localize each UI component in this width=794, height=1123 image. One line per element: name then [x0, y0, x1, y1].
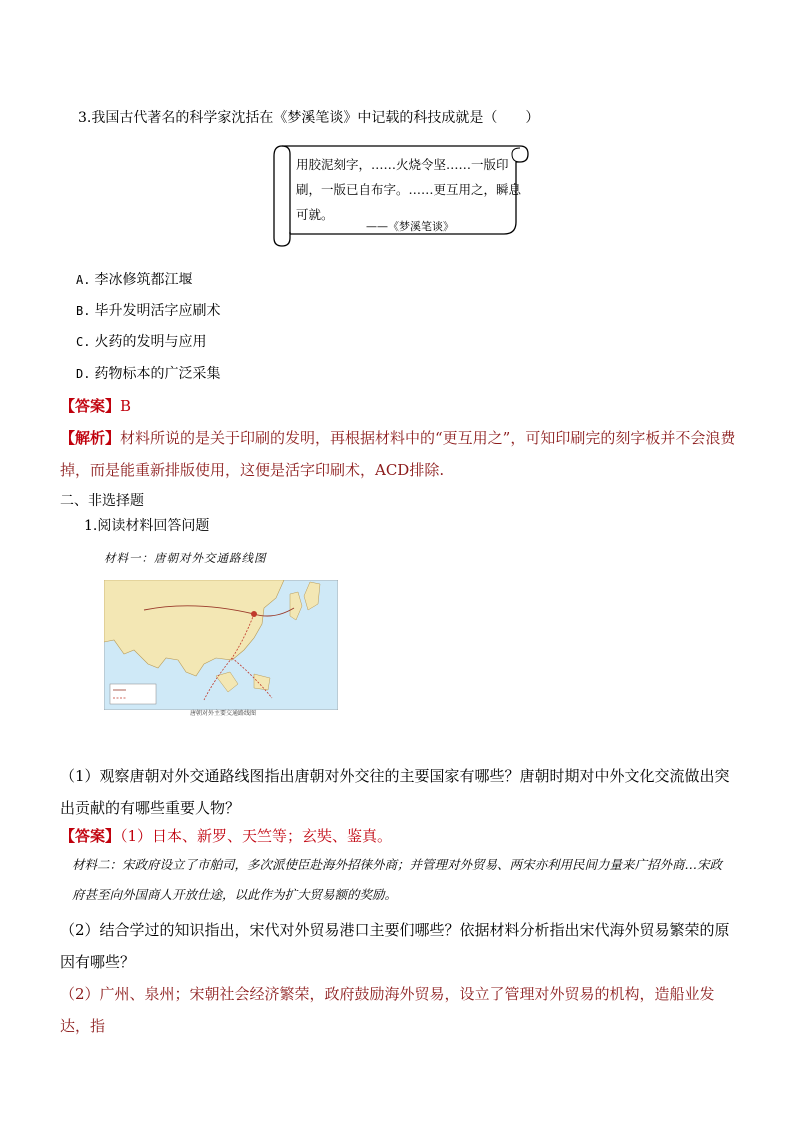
question-3-title: 3.我国古代著名的科学家沈括在《梦溪笔谈》中记载的科技成就是（ ） [78, 110, 540, 126]
material-1-label: 材料一：唐朝对外交通路线图 [104, 551, 267, 565]
option-c [76, 332, 206, 352]
section-heading: 二、非选择题 [60, 493, 144, 509]
map-caption: 唐朝对外主要交通路线图 [190, 710, 257, 717]
option-b [76, 301, 220, 321]
option-text: 药物标本的广泛采集 [94, 366, 221, 382]
answer-line [60, 390, 740, 422]
option-key: D. [76, 367, 91, 381]
analysis-tag: 【解析】 [60, 429, 121, 447]
analysis-text: 材料所说的是关于印刷的发明，再根据材料中的“更互用之”，可知印刷完的刻字板并不会浪费掉，而是能重新排版使用，这便是活字印刷术，ACD排除. [60, 429, 736, 479]
option-key: A. [76, 273, 91, 287]
sub-question-1: （1）观察唐朝对外交通路线图指出唐朝对外交往的主要国家有哪些？唐朝时期对中外文化交流做出突出贡献的有哪些重要人物？ [60, 767, 730, 817]
answer-tag: 【答案】 [60, 397, 121, 415]
question-1-title: 1.阅读材料回答问题 [84, 518, 210, 534]
sub-answer-2 [60, 978, 740, 1042]
option-text: 火药的发明与应用 [94, 334, 207, 350]
sub-question-2: （2）结合学过的知识指出，宋代对外贸易港口主要们哪些？依据材料分析指出宋代海外贸易繁荣的原因有哪些？ [60, 921, 730, 971]
option-key: C. [76, 335, 91, 349]
answer-value: B [120, 397, 132, 415]
scroll-quote: 用胶泥刻字，……火烧令坚……一版印刷，一版已自布字。……更互用之，瞬息可就。 [296, 157, 522, 222]
scroll-source: ——《梦溪笔谈》 [366, 220, 454, 233]
analysis-paragraph [60, 422, 740, 486]
answer-tag: 【答案】 [60, 827, 121, 845]
option-text: 李冰修筑都江堰 [94, 272, 193, 288]
option-text: 毕升发明活字应刷术 [94, 303, 221, 319]
option-d [76, 364, 220, 384]
sub-answer-1 [60, 820, 740, 852]
option-key: B. [76, 304, 91, 318]
tang-route-map [104, 580, 338, 710]
sub-answer-1-text: （1）日本、新罗、天竺等；玄奘、鉴真。 [120, 827, 393, 845]
option-a [76, 270, 192, 290]
sub-answer-2-text: （2）广州、泉州；宋朝社会经济繁荣，政府鼓励海外贸易，设立了管理对外贸易的机构，造船业发达，指 [60, 985, 715, 1035]
material-2-text: 材料二：宋政府设立了市舶司，多次派使臣赴海外招徕外商；并管理对外贸易、两宋亦利用民间力量来广招外商…宋政府甚至向外国商人开放仕途，以此作为扩大贸易额的奖励。 [72, 857, 723, 902]
